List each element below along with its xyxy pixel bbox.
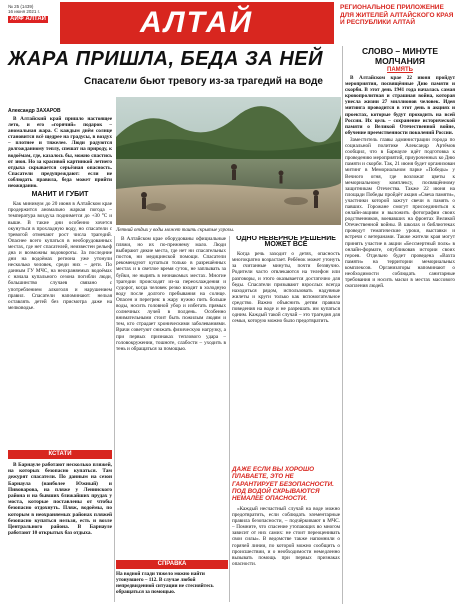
- article-subheadline: Спасатели бьют тревогу из-за трагедий на воде: [84, 76, 323, 87]
- column-4: [232, 506, 340, 604]
- article-lead: В Алтайский край пришло настоящее лето, и его «горячий» подарок – аномальная жара. С каждым днём солнце становится всё щедрее на градусы, в воздух – плотнее и тяжелее. Люди радуются долгожданному теплу, спешат на природу, к водоёмам, где, казалось бы, можно спастись от зноя. Но за красивой картинкой летнего отдыха скрывается серьёзная опасность. Спасатели предупреждают: если не соблюдать правила, беда может прийти неожиданно.: [8, 116, 112, 190]
- column-1: [8, 116, 112, 446]
- section-title-2: [232, 236, 340, 248]
- sidebar-body: [345, 75, 455, 605]
- brand-logo: АИФ АЛТАЙ: [10, 16, 46, 22]
- tag-spravka: СПРАВКА: [116, 560, 228, 569]
- section-title-1: МАНИТ И ГУБИТ: [31, 191, 89, 199]
- masthead-title: АЛТАЙ: [140, 6, 254, 39]
- section-title-2-line2: МОЖЕТ ВСЁ: [264, 241, 308, 249]
- kstati-box: [8, 462, 112, 604]
- author-byline: Александр ЗАХАРОВ: [8, 108, 61, 114]
- column-3-text: Когда речь заходит о детях, опасность многократно возрастает. Ребёнок может утонуть за считанные минуты, почти беззвучно. Родители часто отвлекаются на телефон или разговоры, и этого оказывается достаточно для беды. Спасатели призывают взрослых всегда находиться рядом, использовать надувные жилеты и круги только как вспомогательное средство. Важно объяснить детям правила поведения на воде и не разрешать им купаться одним. Каждый такой случай – это трагедия для семьи, которую можно было предотвратить.: [232, 251, 340, 325]
- sidebar-heading: СЛОВО – МИНУТЕ МОЛЧАНИЯ: [362, 46, 438, 66]
- help-box: [116, 560, 228, 604]
- sidebar-lead: В Алтайском крае 22 июня пройдут мероприятия, посвящённые Дню памяти и скорби. В этот день 1941 года началась самая кровопролитная и страшная война, которая унесла жизни 27 миллионов человек. Идея митинга проводится в этот день в акциях и проектах, которые будут проходить на всей России. Их цель – сохранение исторической памяти о Великой Отечественной войне, обучение преемственности поколений России.: [345, 75, 455, 136]
- kstati-text: В Барнауле работают несколько пляжей, на которых безопасно купаться. Там дежурят спасатели. По данным на сезон Барнаула (наиболее Южный) и Пивоварова, на пляже у Ленинского района и на бывших ближайших прудах у моста, которые поставлены от чтобы безопасно отдохнуть. Пляж, водоёмы, по которым в неохраняемых районах пляжей безопасно купаться нельзя, есть и возле Центрального района. В Барнауле работают 10 открытых баз отдыха.: [8, 462, 112, 537]
- masthead: [0, 0, 460, 48]
- column-divider: [114, 236, 115, 602]
- appendix-label: РЕГИОНАЛЬНОЕ ПРИЛОЖЕНИЕ ДЛЯ ЖИТЕЛЕЙ АЛТАЙСКОГО КРАЯ И РЕСПУБЛИКИ АЛТАЙ: [340, 4, 454, 26]
- column-divider: [229, 236, 230, 602]
- sidebar-tag: ПАМЯТЬ: [387, 67, 413, 73]
- help-text: На водной глади тяжело можно найти утонувшего – 112. В случае любой непредвиденной ситуации не стесняйтесь обращаться за помощью.: [116, 571, 214, 595]
- column-4-text: «Каждый несчастный случай на воде можно предотвратить, если соблюдать элементарные правила безопасности, – подчёркивают в МЧС. – Помните, что спасение утопающих во многом зависит от них самих: не стоит переоценивать свои силы». В ведомстве также напомнили о горячей линии, по которой можно сообщить о происшествии, и о необходимости немедленно вызывать помощь при первых признаках опасности.: [232, 506, 340, 567]
- column-2: [116, 236, 226, 556]
- article-photo: [116, 97, 341, 225]
- issue-date: 16 июня 2021 г.: [8, 9, 40, 14]
- beach-photo-image: [116, 97, 341, 225]
- column-2-text: В Алтайском крае оборудованы официальные пляжи, но их по-прежнему мало. Люди выбирают дикие места, где нет ни спасательных постов, ни медицинской помощи. Спасатели рекомендуют купаться только в разрешённых местах и в светлое время суток, не заплывать за буйки, не нырять в незнакомых местах. Многие трагедии происходят из-за переохлаждения и судорог, когда человек резко входит в холодную воду после долгого пребывания на солнце. Опасен и перегрев: в жару нужно пить больше воды, носить головной убор и избегать прямых солнечных лучей в полдень. Особенно внимательными стоит быть пожилым людям и тем, кто страдает хроническими заболеваниями. Врачи советуют снижать физическую нагрузку, а при первых признаках теплового удара – головокружении, тошноте, слабости – уходить в тень и обращаться за помощью.: [116, 236, 226, 352]
- sidebar-divider: [342, 46, 343, 604]
- sidebar-text: Заместитель главы администрации города по социальной политике Александр Артёмов сообщил, что в Барнауле идёт подготовка к проведению мероприятий, приуроченных ко Дню памяти и скорби. Так, 21 июня будет организован митинг в Мемориальном парке «Победы» у Вечного огня, где возложат цветы к мемориальному комплексу, посвящённому защитникам Отечества. Также 22 июня на площади Победы пройдёт акция «Свеча памяти», участники которой зажгут свечи в память о павших. Горожане смогут присоединиться к онлайн-акциям и выложить фотографии своих родственников, воевавших на фронтах Великой Отечественной войны. В школах и библиотеках проведут тематические уроки, выставки и встречи с ветеранами. Также жители края могут принять участие в акции «Бессмертный полк» в онлайн-формате, опубликовав истории своих героев. Отдельно будет проведена «Вахта памяти» на территории мемориальных комплексов. Организаторы напоминают о необходимости соблюдать санитарные требования и носить маски в местах массового скопления людей.: [345, 136, 455, 290]
- column-1-text: Как минимум до 20 июня в Алтайском крае продержится аномально жаркая погода – температура воздуха поднимется до +30 °С и выше. В такие дни особенно хочется окунуться в прохладную воду, но спасатели с тревогой отмечают рост числа трагедий. Опаснее всего купаться в необорудованных местах, где нет спасателей, неизвестен рельеф дна и возможны водовороты. За последние дни на водоёмах региона уже утонули несколько человек, среди них – дети. По данным ГУ МЧС, на неохраняемых водоёмах с начала купального сезона погибли люди, большинство случаев связано с употреблением алкоголя и нарушением правил. Спасатели напоминают: нельзя оставлять детей без присмотра даже на мелководье.: [8, 201, 112, 311]
- column-3: [232, 236, 340, 462]
- issue-info: [8, 4, 60, 44]
- section-title-2-line1: ОДНО НЕВЕРНОЕ РЕШЕНИЕ: [236, 236, 336, 242]
- issue-number: № 25 (1439): [8, 4, 34, 9]
- tag-kstati: КСТАТИ: [8, 450, 112, 459]
- sidebar: [345, 46, 455, 605]
- article-headline: ЖАРА ПРИШЛА, БЕДА ЗА НЕЙ: [8, 48, 324, 70]
- photo-caption: Летний отдых у воды может таить скрытые угрозы.: [116, 228, 235, 233]
- pull-quote: ДАЖЕ ЕСЛИ ВЫ ХОРОШО ПЛАВАЕТЕ, ЭТО НЕ ГАРАНТИРУЕТ БЕЗОПАСНОСТИ. ПОД ВОДОЙ СКРЫВАЮТСЯ НЕМАЛЕЕ ОПАСНОСТИ.: [232, 466, 334, 503]
